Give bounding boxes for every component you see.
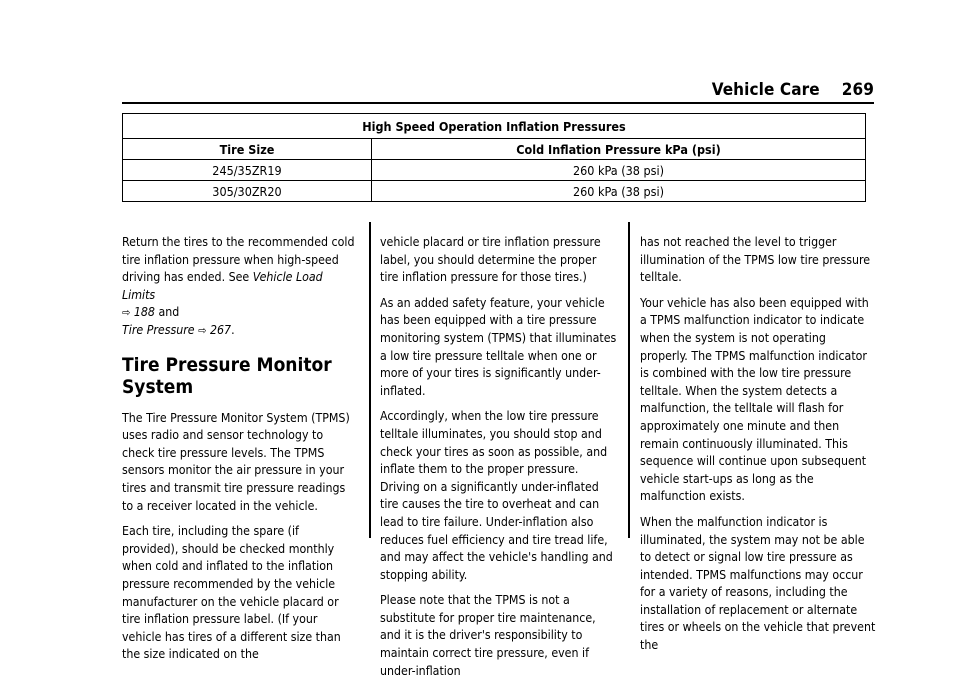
link-tire-pressure[interactable]: Tire Pressure [122, 322, 195, 337]
link-vehicle-load-limits[interactable]: Vehicle Load Limits [122, 270, 323, 302]
paragraph: vehicle placard or tire inflation pressure label, you should determine the proper tire inflation pressure for those tires.) [380, 235, 601, 285]
section-title: Vehicle Care [711, 80, 820, 100]
page-ref-arrow-icon: ⇨ [122, 306, 131, 320]
column-divider [369, 222, 371, 538]
cell-tire-size: 305/30ZR20 [123, 181, 372, 202]
paragraph: Your vehicle has also been equipped with a TPMS malfunction indicator to indicate when the system is not operating properly. The TPMS malfunction indicator is combined with the low tire pressure telltale. When the system detects a malfunction, the telltale will flash for approximately one minute and then remain continuously illuminated. This sequence will continue upon subsequent vehicle start-ups as long as the malfunction exists. [640, 295, 869, 504]
paragraph: has not reached the level to trigger illumination of the TPMS low tire pressure telltale. [640, 235, 871, 285]
text: and [154, 305, 180, 320]
header-rule [122, 102, 874, 104]
table-row [123, 181, 866, 202]
page-ref-arrow-icon: ⇨ [198, 323, 207, 337]
link-page-188[interactable]: 188 [133, 305, 155, 320]
table-caption: High Speed Operation Inflation Pressures [123, 114, 866, 139]
section-heading: Tire Pressure Monitor System [122, 353, 332, 398]
paragraph: When the malfunction indicator is illuminated, the system may not be able to detect or signal low tire pressure as intended. TPMS malfunctions may occur for a variety of reasons, including the installation of replacement or alternate tires or wheels on the vehicle that prevent the [640, 514, 876, 653]
table-header-row [123, 139, 866, 160]
page-header [712, 80, 874, 100]
text: Return the tires to the recommended cold tire inflation pressure when high-speed driving has ended. See [122, 235, 355, 285]
paragraph: Please note that the TPMS is not a substitute for proper tire maintenance, and it is the driver's responsibility to maintain correct tire pressure, even if under-inflation [380, 593, 596, 678]
middle-column [380, 234, 618, 688]
left-column [122, 234, 358, 672]
cell-pressure: 260 kPa (38 psi) [372, 160, 866, 181]
cell-tire-size: 245/35ZR19 [123, 160, 372, 181]
paragraph [122, 234, 358, 340]
table-row [123, 160, 866, 181]
paragraph: Each tire, including the spare (if provided), should be checked monthly when cold and inflated to the inflation pressure recommended by the vehicle manufacturer on the vehicle placard or tire inflation pressure label. (If your vehicle has tires of a different size than the size indicated on the [122, 524, 341, 662]
paragraph: As an added safety feature, your vehicle has been equipped with a tire pressure monitoring system (TPMS) that illuminates a low tire pressure telltale when one or more of your tires is significantly under-inflated. [380, 295, 617, 398]
column-divider [628, 222, 630, 538]
paragraph: Accordingly, when the low tire pressure telltale illuminates, you should stop and check your tires as soon as possible, and inflate them to the proper pressure. Driving on a significantly under-inflated tire causes the tire to overheat and can lead to tire failure. Under-inflation also reduces fuel efficiency and tire tread life, and may affect the vehicle's handling and stopping ability. [380, 409, 613, 582]
page-number: 269 [841, 80, 874, 100]
link-page-267[interactable]: 267 [209, 322, 232, 337]
column-header-tire-size: Tire Size [123, 139, 372, 160]
table-caption-row [123, 114, 866, 139]
paragraph: The Tire Pressure Monitor System (TPMS) uses radio and sensor technology to check tire pressure levels. The TPMS sensors monitor the air pressure in your tires and transmit tire pressure readings to a receiver located in the vehicle. [122, 410, 350, 513]
cell-pressure: 260 kPa (38 psi) [372, 181, 866, 202]
column-header-pressure: Cold Inflation Pressure kPa (psi) [372, 139, 866, 160]
text: . [231, 322, 235, 337]
inflation-pressure-table [122, 113, 866, 202]
right-column [640, 234, 876, 663]
